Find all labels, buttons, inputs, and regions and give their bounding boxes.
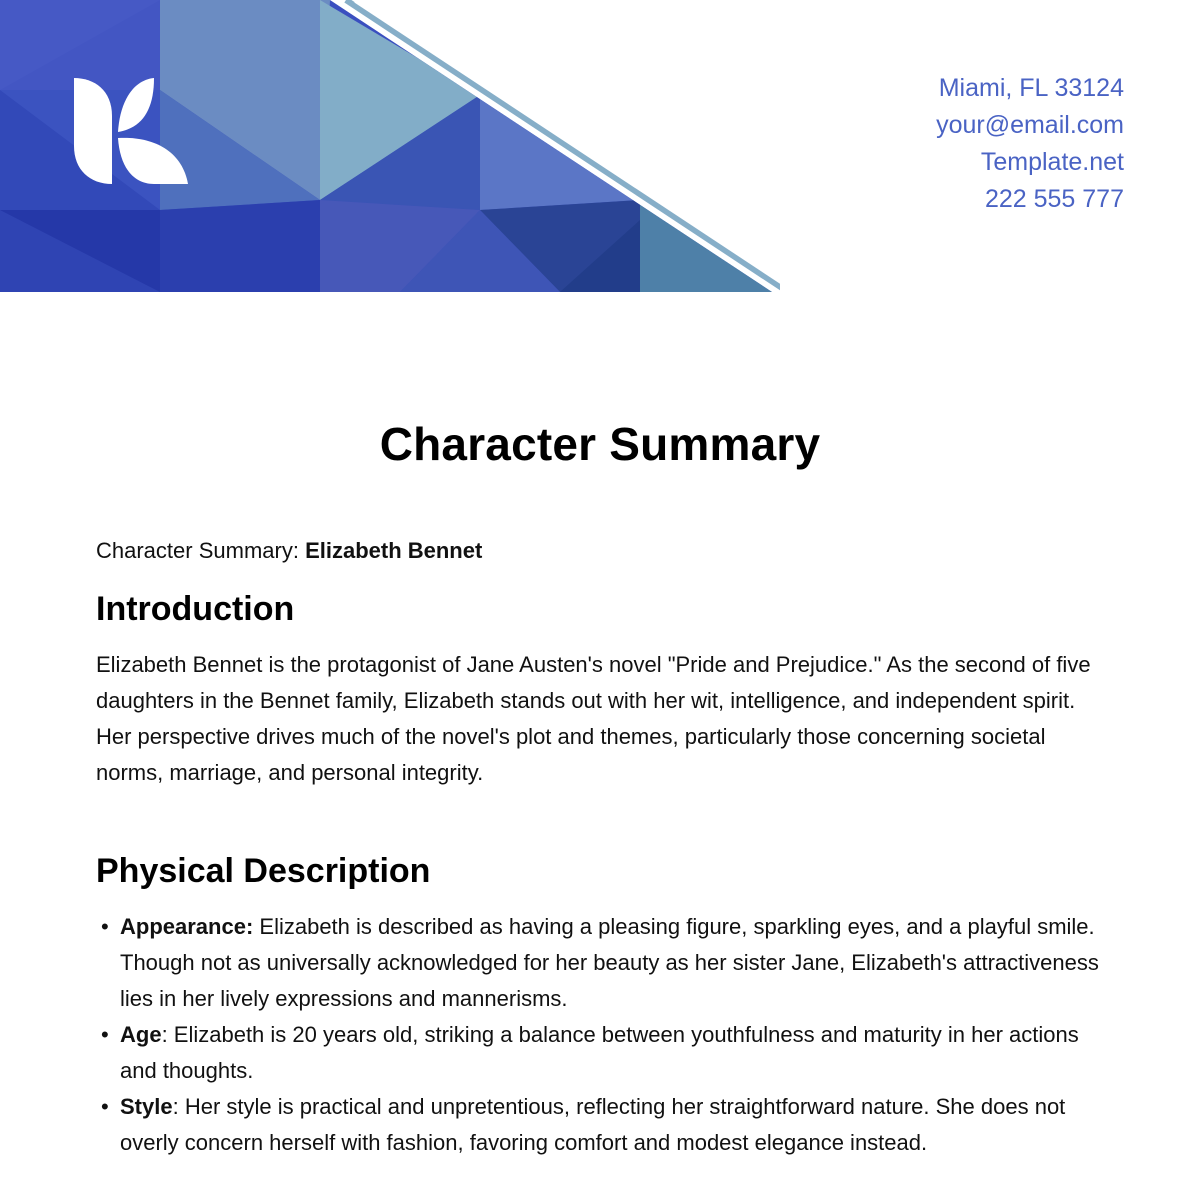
subject-name: Elizabeth Bennet xyxy=(305,538,483,563)
contact-email[interactable]: your@email.com xyxy=(936,111,1124,139)
list-item-label: Appearance: xyxy=(120,914,254,939)
bullet-icon: • xyxy=(101,914,109,939)
list-item-text: : Her style is practical and unpretentious, reflecting her straightforward nature. She does not overly concern herself with fashion, favoring comfort and modest elegance instead. xyxy=(120,1094,1066,1155)
list-item-text: Elizabeth is described as having a pleasing figure, sparkling eyes, and a playful smile. Though not as universally acknowledged for her beauty as her sister Jane, Elizabeth's attractiveness lies in her lively expressions and mannerisms. xyxy=(120,914,1099,1011)
bullet-icon: • xyxy=(101,1022,109,1047)
document-title: Character Summary xyxy=(379,418,821,470)
list-item xyxy=(96,1089,1106,1161)
introduction-text: Elizabeth Bennet is the protagonist of Jane Austen's novel "Pride and Prejudice." As the second of five daughters in the Bennet family, Elizabeth stands out with her wit, intelligence, and independent spirit. Her perspective drives much of the novel's plot and themes, particularly those concerning societal norms, marriage, and personal integrity. xyxy=(96,652,1091,785)
contact-info xyxy=(936,70,1124,218)
leaf-k-logo-icon xyxy=(72,76,192,188)
contact-address: Miami, FL 33124 xyxy=(938,74,1124,102)
subject-label: Character Summary: xyxy=(96,538,306,563)
subject-line xyxy=(96,535,1106,567)
physical-description-heading: Physical Description xyxy=(96,852,431,890)
list-item xyxy=(96,909,1106,1017)
list-item-text: : Elizabeth is 20 years old, striking a balance between youthfulness and maturity in her actions and thoughts. xyxy=(120,1022,1079,1083)
physical-description-list xyxy=(96,909,1106,1161)
introduction-heading: Introduction xyxy=(96,590,295,628)
document-body xyxy=(96,535,1106,1161)
list-item-label: Style xyxy=(120,1094,173,1119)
company-logo xyxy=(72,76,192,188)
list-item-label: Age xyxy=(120,1022,162,1047)
list-item xyxy=(96,1017,1106,1089)
bullet-icon: • xyxy=(101,1094,109,1119)
contact-phone: 222 555 777 xyxy=(984,185,1124,213)
contact-website[interactable]: Template.net xyxy=(980,148,1124,176)
